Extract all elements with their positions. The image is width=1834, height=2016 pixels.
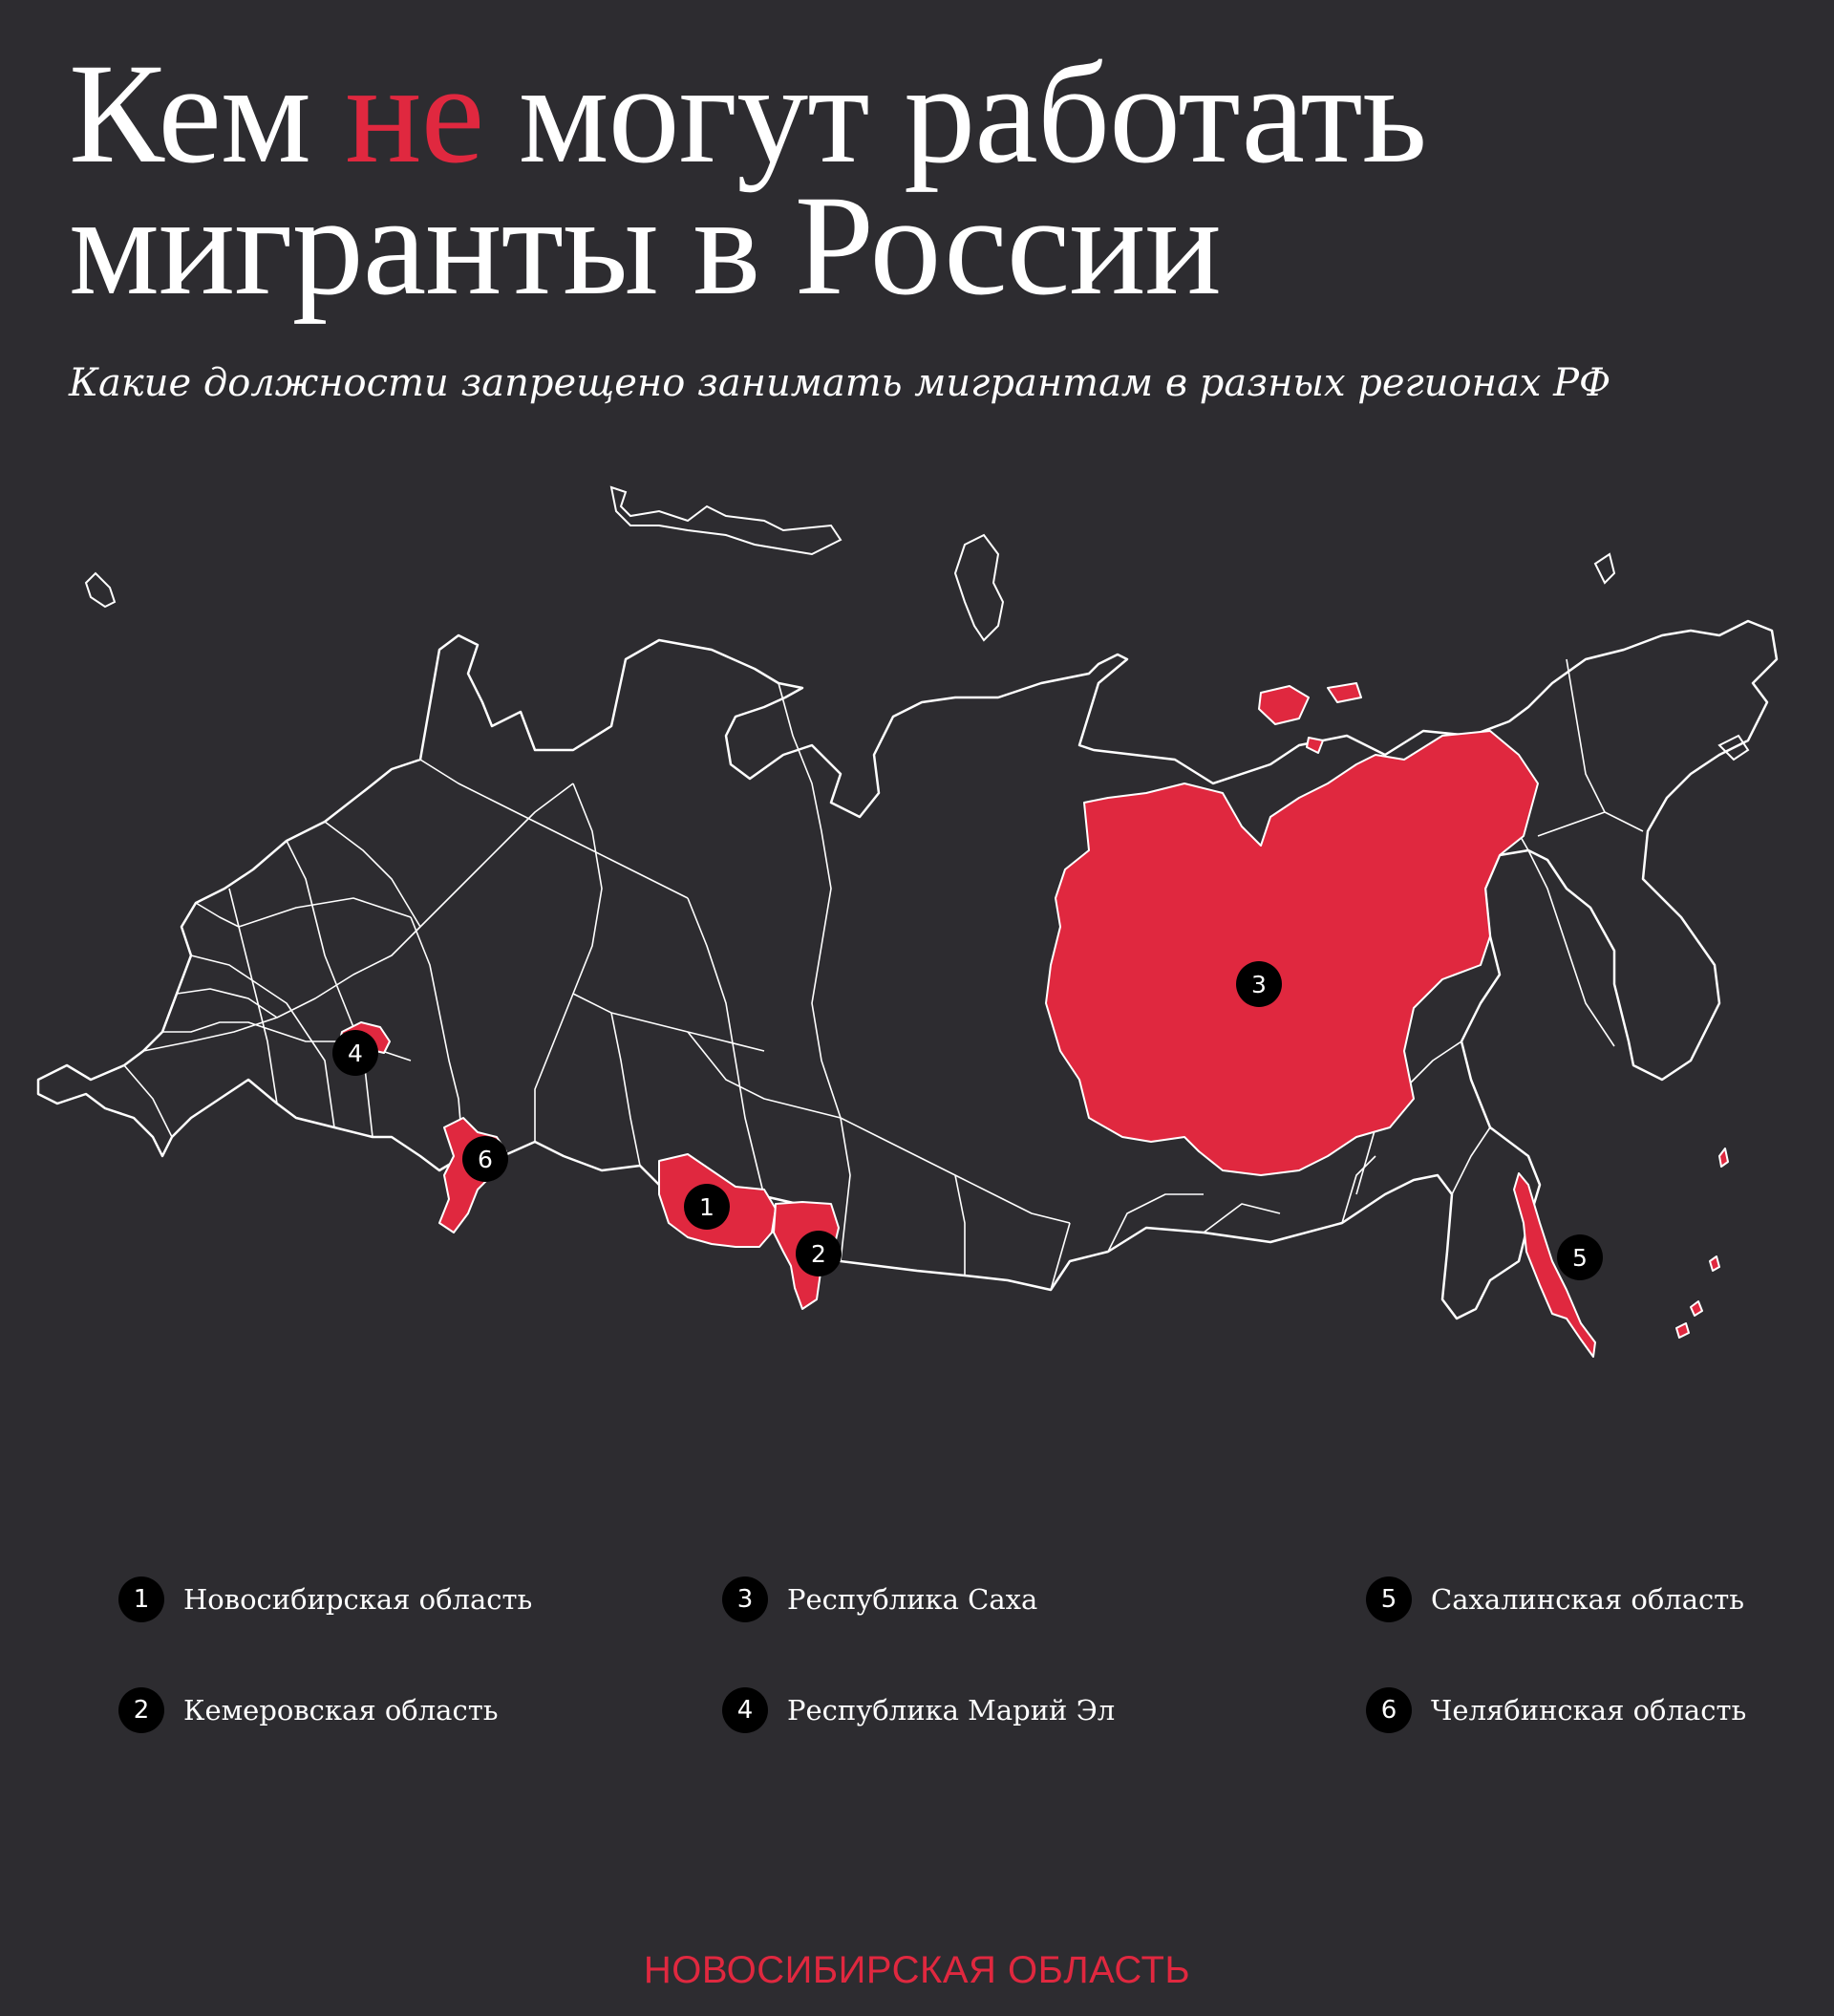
marker-3[interactable] — [1236, 961, 1282, 1007]
region-kuril-islands — [1676, 1148, 1728, 1338]
marker-1-number: 1 — [699, 1193, 714, 1221]
country-outline — [38, 621, 1777, 1319]
legend-label-5: Сахалинская область — [1431, 1583, 1745, 1616]
title-part-1: Кем — [69, 34, 346, 193]
legend — [0, 1576, 1834, 1787]
page-title — [69, 34, 1769, 325]
legend-badge-1: 1 — [118, 1576, 164, 1622]
marker-2-number: 2 — [811, 1240, 826, 1268]
legend-item-2[interactable] — [118, 1687, 499, 1733]
marker-1[interactable] — [684, 1184, 730, 1230]
marker-6-number: 6 — [478, 1146, 493, 1173]
selected-region-tab[interactable]: НОВОСИБИРСКАЯ ОБЛАСТЬ — [643, 1949, 1191, 1991]
marker-2[interactable] — [796, 1231, 842, 1276]
legend-badge-3: 3 — [722, 1576, 768, 1622]
legend-label-1: Новосибирская область — [183, 1583, 533, 1616]
russia-map — [0, 468, 1834, 1519]
legend-item-5[interactable] — [1366, 1576, 1744, 1622]
title-accent: не — [345, 34, 484, 193]
legend-label-4: Республика Марий Эл — [787, 1694, 1116, 1726]
russia-map-svg — [0, 468, 1834, 1519]
legend-badge-6: 6 — [1366, 1687, 1412, 1733]
legend-badge-4: 4 — [722, 1687, 768, 1733]
marker-6[interactable] — [462, 1136, 508, 1182]
legend-badge-5: 5 — [1366, 1576, 1412, 1622]
marker-5[interactable] — [1557, 1234, 1603, 1280]
legend-item-4[interactable] — [722, 1687, 1115, 1733]
marker-4-number: 4 — [348, 1040, 363, 1067]
legend-label-2: Кемеровская область — [183, 1694, 499, 1726]
legend-item-1[interactable] — [118, 1576, 532, 1622]
legend-label-6: Челябинская область — [1431, 1694, 1747, 1726]
arctic-islands — [86, 487, 1748, 760]
page-subtitle: Какие должности запрещено занимать мигрантам в разных регионах РФ — [69, 361, 1611, 405]
marker-3-number: 3 — [1251, 971, 1267, 998]
legend-badge-2: 2 — [118, 1687, 164, 1733]
region-sakha — [1046, 731, 1538, 1175]
marker-4[interactable] — [332, 1030, 378, 1076]
legend-item-3[interactable] — [722, 1576, 1037, 1622]
title-part-2: могут работать мигранты в России — [69, 34, 1427, 325]
marker-5-number: 5 — [1572, 1244, 1588, 1272]
legend-label-3: Республика Саха — [787, 1583, 1038, 1616]
legend-item-6[interactable] — [1366, 1687, 1746, 1733]
region-sakha-islands — [1259, 683, 1361, 753]
